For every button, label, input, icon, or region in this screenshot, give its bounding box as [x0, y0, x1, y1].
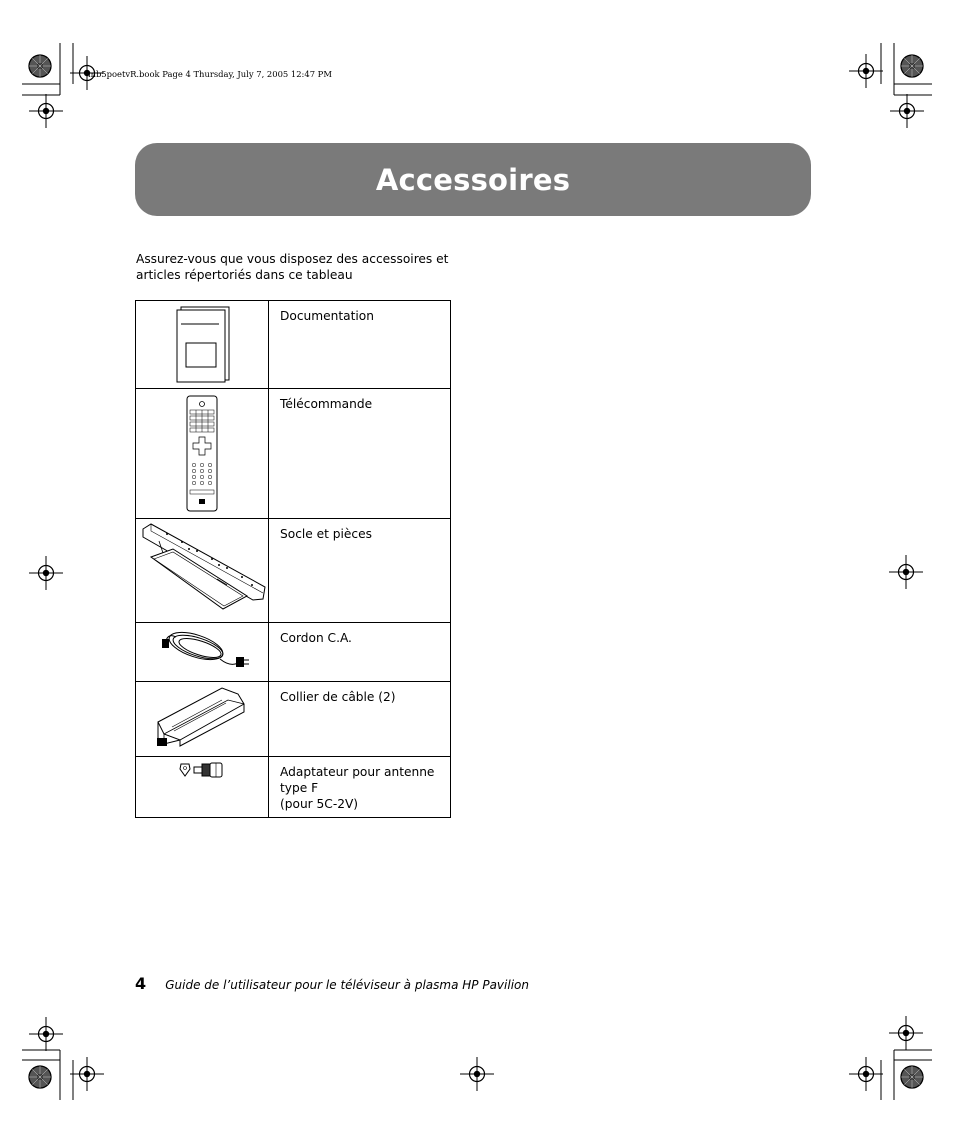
item-label: Collier de câble (2)	[280, 690, 396, 704]
item-label-cell	[269, 757, 451, 818]
power-cord-icon	[152, 623, 252, 679]
registration-mark	[889, 1016, 923, 1050]
documentation-icon	[167, 301, 237, 383]
item-label: type F	[280, 781, 319, 795]
intro-paragraph	[136, 251, 456, 283]
page-title: Accessoires	[375, 162, 571, 197]
title-banner	[135, 143, 811, 216]
guide-title: Guide de l’utilisateur pour le téléviseur à plasma HP Pavilion	[165, 978, 529, 992]
image-cell	[136, 519, 269, 623]
table-row	[136, 682, 451, 757]
star-target-bottom-right	[901, 1066, 923, 1088]
item-label: Cordon C.A.	[280, 631, 352, 645]
item-label: Socle et pièces	[280, 527, 372, 541]
registration-mark	[849, 54, 883, 88]
registration-mark	[29, 94, 63, 128]
registration-mark	[70, 1057, 104, 1091]
registration-mark	[460, 1057, 494, 1091]
table-row	[136, 389, 451, 519]
cable-clamp-icon	[152, 682, 252, 754]
star-target-top-left	[29, 55, 51, 77]
item-label-cell	[269, 519, 451, 623]
print-slug: mb5poetvR.book Page 4 Thursday, July 7, 2005 12:47 PM	[88, 69, 332, 79]
registration-mark	[889, 555, 923, 589]
registration-mark	[29, 556, 63, 590]
item-label: (pour 5C-2V)	[280, 797, 359, 811]
table-row	[136, 757, 451, 818]
intro-line: articles répertoriés dans ce tableau	[136, 268, 353, 282]
image-cell	[136, 623, 269, 682]
item-label-cell	[269, 301, 451, 389]
item-label: Adaptateur pour antenne	[280, 765, 435, 779]
image-cell	[136, 682, 269, 757]
page-number: 4	[135, 974, 147, 993]
table-row	[136, 301, 451, 389]
table-row	[136, 623, 451, 682]
page-footer	[135, 974, 529, 993]
remote-control-icon	[177, 389, 227, 515]
intro-line: Assurez-vous que vous disposez des accessoires et	[136, 252, 449, 266]
table-row	[136, 519, 451, 623]
registration-mark	[849, 1057, 883, 1091]
registration-mark	[890, 94, 924, 128]
star-target-bottom-left	[29, 1066, 51, 1088]
registration-mark	[29, 1017, 63, 1051]
stand-icon	[137, 519, 267, 619]
item-label: Télécommande	[280, 397, 373, 411]
image-cell	[136, 757, 269, 818]
item-label-cell	[269, 389, 451, 519]
accessories-table	[135, 300, 451, 818]
image-cell	[136, 301, 269, 389]
star-target-top-right	[901, 55, 923, 77]
image-cell	[136, 389, 269, 519]
item-label: Documentation	[280, 309, 374, 323]
item-label-cell	[269, 623, 451, 682]
antenna-adapter-icon	[172, 757, 232, 783]
item-label-cell	[269, 682, 451, 757]
